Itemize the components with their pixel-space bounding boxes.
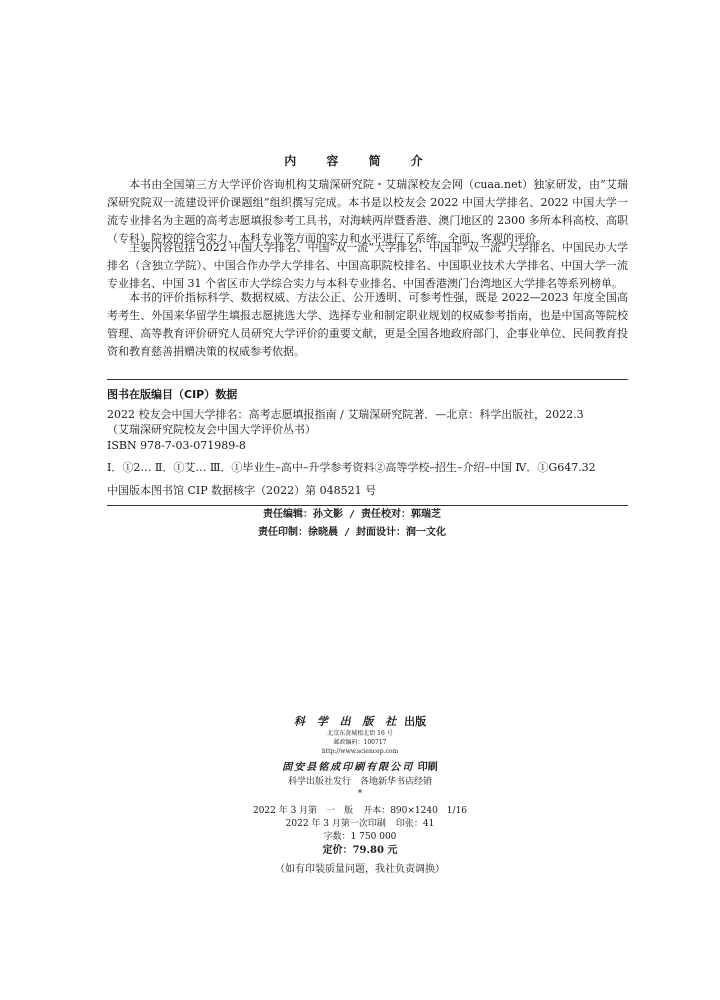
separator-star: * <box>357 789 363 799</box>
credits-editors: 责任编辑：孙文影 / 责任校对：郭瑞芝 <box>262 509 442 520</box>
publisher-seal: 科 学 出 版 社 <box>293 715 401 728</box>
format: 开本：890×1240 1/16 <box>363 806 468 816</box>
edition: 2022 年 3 月第 一 版 <box>252 806 354 816</box>
publisher-address: 北京东黄城根北街 16 号 <box>327 730 393 737</box>
publisher-url: http://www.sciencep.com <box>321 748 399 755</box>
distribution-line: 科学出版社发行 各地新华书店经销 <box>287 777 432 787</box>
summary-title: 内 容 简 介 <box>284 154 436 168</box>
publisher-suffix: 出版 <box>404 715 427 728</box>
printer-seal: 固安县铭成印刷有限公司 <box>282 762 415 773</box>
word-count: 字数：1 750 000 <box>323 832 397 842</box>
publisher-postcode: 邮政编码：100717 <box>333 739 387 746</box>
impression: 2022 年 3 月第一次印刷 <box>285 819 386 829</box>
cip-classification: Ⅰ．①2… Ⅱ．①艾… Ⅲ．①毕业生–高中–升学参考资料②高等学校–招生–介绍–中国 Ⅳ．①G647.32 <box>107 461 596 474</box>
publisher-line <box>0 713 720 729</box>
price: 定价：79.80 元 <box>322 845 398 856</box>
summary-paragraph-2: 主要内容包括 2022 中国大学排名、中国“双一流”大学排名、中国非“双一流”大学排名、中国民办大学排名（含独立学院）、中国合作办学大学排名、中国高职院校排名、中国职业技术大学排名、中国大学一流专业排名、中国 31 个省区市大学综合实力与本科专业排名、中国香港澳门台湾地区大学排名等系列榜单。 <box>107 241 628 290</box>
cip-check-number: 中国版本图书馆 CIP 数据核字（2022）第 048521 号 <box>107 484 377 497</box>
impression-line <box>0 818 720 831</box>
printer-suffix: 印刷 <box>417 762 438 773</box>
sheets: 印张：41 <box>395 819 435 829</box>
quality-notice: （如有印装质量问题，我社负责调换） <box>275 864 445 875</box>
credits-production: 责任印制：徐晓晨 / 封面设计：润一文化 <box>257 527 447 538</box>
cip-heading: 图书在版编目（CIP）数据 <box>107 388 238 401</box>
cip-citation: 2022 校友会中国大学排名：高考志愿填报指南 / 艾瑞深研究院著．—北京：科学出版社，2022.3 <box>107 408 584 421</box>
cip-top-rule <box>107 379 628 380</box>
summary-paragraph-3: 本书的评价指标科学、数据权威、方法公正、公开透明、可参考性强，既是 2022—2023 年度全国高考考生、外国来华留学生填报志愿挑选大学、选择专业和制定职业规划的权威参考指南，也是中国高等院校管理、高等教育评价研究人员研究大学评价的重要文献，更是全国各地政府部门、企事业单位、民间教育投资和教育慈善捐赠决策的权威参考依据。 <box>107 291 628 358</box>
cip-isbn: ISBN 978-7-03-071989-8 <box>107 439 246 452</box>
edition-line <box>0 805 720 818</box>
printer-line <box>0 758 720 773</box>
summary-paragraph-1: 本书由全国第三方大学评价咨询机构艾瑞深研究院・艾瑞深校友会网（cuaa.net）独家研发，由“艾瑞深研究院双一流建设评价课题组”组织撰写完成。本书是以校友会 2022 中国大学排名、2022 中国大学一流专业排名为主题的高考志愿填报参考工具书，对海峡两岸暨香港、澳门地区的 2300 多所本科高校、高职（专科）院校的综合实力、本科专业等方面的实力和水平进行了系统、全面、客观的评价。 <box>107 178 628 245</box>
cip-series: （艾瑞深研究院校友会中国大学评价丛书） <box>107 423 316 436</box>
